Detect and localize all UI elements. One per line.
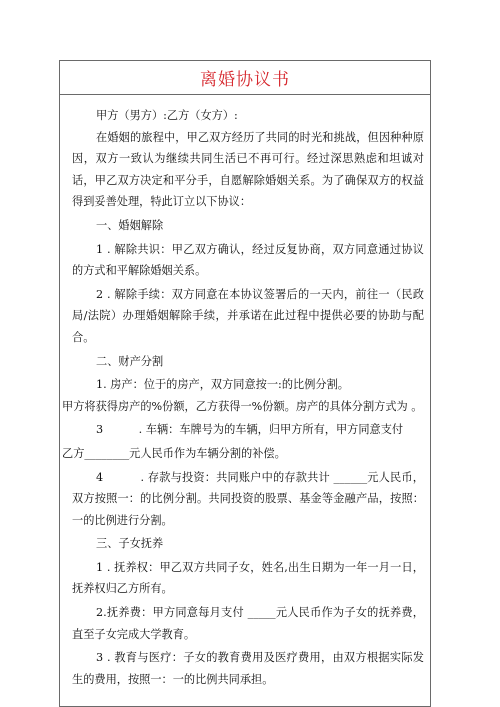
clause-property-savings: 4 . 存款与投资：共同账户中的存款共计 ______元人民币，双方按照一：的比例分割。共同投资的股票、基金等金融产品，按照：一的比例进行分割。	[72, 470, 424, 527]
clause-education-medical: 3 . 教育与医疗：子女的教育费用及医疗费用，由双方根据实际发生的费用，按照一：一的比例共同承担。	[72, 651, 424, 686]
clause-property-vehicle: 3 . 车辆：车牌号为的车辆，归甲方所有，甲方同意支付	[96, 423, 404, 437]
title-row	[60, 61, 430, 95]
preamble-paragraph: 在婚姻的旅程中，甲乙双方经历了共同的时光和挑战，但因种种原因，双方一致认为继续共同生活已不再可行。经过深思熟虑和坦诚对话，甲乙双方决定和平分手，自愿解除婚姻关系。为了确保双方的权益得到妥善处理，特此订立以下协议：	[72, 130, 424, 209]
clause-2-procedure: 2 . 解除手续：双方同意在本协议签署后的一天内，前往一（民政局/法院）办理婚姻解除手续，并承诺在此过程中提供必要的协助与配合。	[72, 287, 424, 344]
clause-child-support: 2.抚养费：甲方同意每月支付 _____元人民币作为子女的抚养费，直至子女完成大学教育。	[72, 606, 424, 641]
clause-property-vehicle-detail: 乙方________元人民币作为车辆分割的补偿。	[62, 446, 286, 460]
section-heading-children: 三、子女抚养	[96, 537, 164, 551]
clause-1-consensus: 1 . 解除共识：甲乙双方确认，经过反复协商，双方同意通过协议的方式和平解除婚姻关系。	[72, 242, 424, 278]
clause-custody: 1 . 抚养权：甲乙双方共同子女，姓名,出生日期为一年一月一日，抚养权归乙方所有。	[72, 560, 424, 596]
document-title: 离婚协议书	[200, 70, 290, 90]
clause-property-house: 1. 房产：位于的房产，双方同意按一:的比例分割。	[96, 378, 349, 392]
section-heading-divorce: 一、婚姻解除	[96, 218, 164, 232]
parties-line: 甲方（男方）:乙方（女方）:	[96, 109, 238, 122]
section-heading-property: 二、财产分割	[96, 354, 164, 368]
document-frame	[59, 60, 431, 707]
document-body	[62, 105, 424, 690]
clause-property-house-detail: 甲方将获得房产的%份额，乙方获得一%份额。房产的具体分割方式为 。	[62, 399, 423, 413]
